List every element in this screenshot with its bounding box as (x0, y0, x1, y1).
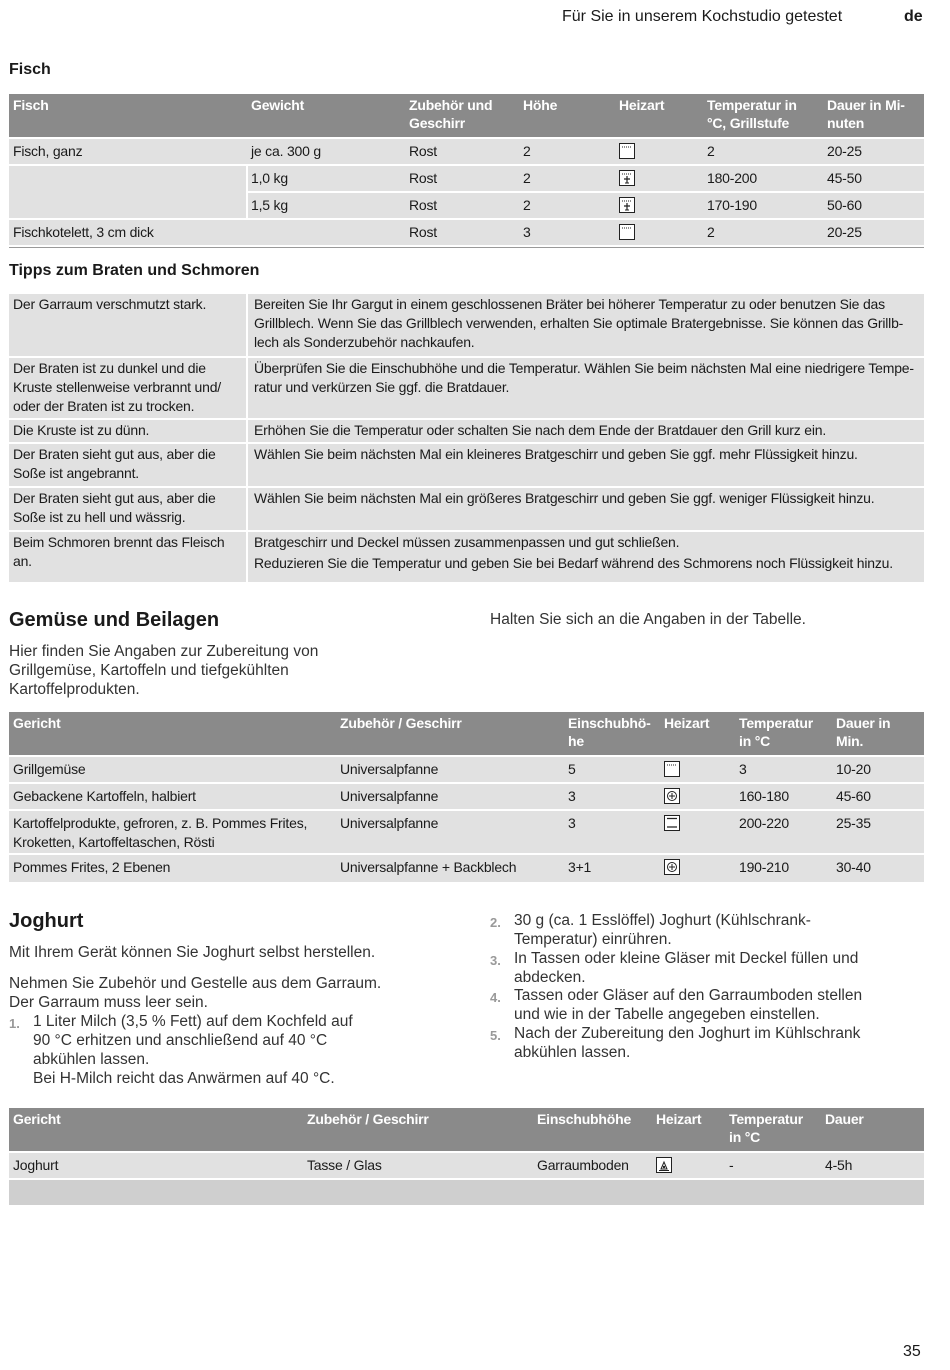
table-header-text: °C, Grillstufe (707, 115, 790, 131)
table-header-cell (340, 714, 462, 732)
grill-icon (619, 224, 635, 240)
table-header-text: Temperatur (729, 1111, 803, 1127)
list-item-line: Bei H-Milch reicht das Anwärmen auf 40 °C. (33, 1070, 335, 1087)
list-item-line: abdecken. (514, 969, 586, 986)
tip-solution-cell (248, 444, 924, 486)
table-header-cell (656, 1110, 701, 1128)
joghurt-paragraph (9, 974, 381, 1012)
table-header-cell (664, 714, 709, 732)
table-cell (13, 814, 307, 852)
table-cell: 2 (523, 170, 531, 186)
table-header-cell (739, 714, 813, 750)
list-item-line: und wie in der Tabelle angegeben einstellen. (514, 1006, 820, 1023)
tip-problem-line: Der Braten sieht gut aus, aber die (13, 490, 216, 506)
list-number: 1. (9, 1016, 20, 1031)
table-cell: je ca. 300 g (251, 143, 321, 159)
table-header-text: Einschubhö- (568, 715, 651, 731)
table-header-text: Heizart (664, 715, 710, 731)
hot-air-icon (664, 859, 680, 875)
section-heading-gemuese: Gemüse und Beilagen (9, 609, 220, 631)
table-cell: 3+1 (568, 859, 592, 875)
table-header-cell (13, 714, 61, 732)
table-header-text: nuten (827, 115, 865, 131)
table-header-text: Zubehör / Geschirr (307, 1111, 429, 1127)
tip-solution-cell (248, 294, 924, 356)
table-cell-span (9, 166, 246, 218)
gemuese-intro-line: Hier finden Sie Angaben zur Zubereitung von (9, 643, 319, 660)
tip-problem-line: Der Braten sieht gut aus, aber die (13, 446, 216, 462)
table-cell: 50-60 (827, 197, 862, 213)
fan-grill-icon (619, 170, 635, 186)
joghurt-table (9, 1108, 924, 1206)
table-cell (13, 858, 170, 877)
table-row (9, 784, 924, 809)
table-header-cell (537, 1110, 631, 1128)
table-row (9, 139, 924, 164)
table-cell-line: Pommes Frites, 2 Ebenen (13, 859, 171, 875)
table-header-cell (523, 96, 557, 114)
table-row (248, 193, 924, 218)
table-cell: 20-25 (827, 224, 862, 240)
gemuese-intro-line: Grillgemüse, Kartoffeln und tiefgekühlten (9, 662, 289, 679)
tip-problem-cell (9, 358, 246, 418)
table-cell: Garraumboden (537, 1157, 629, 1173)
table-cell: Tasse / Glas (307, 1157, 382, 1173)
table-cell: 2 (707, 224, 715, 240)
table-cell: Rost (409, 143, 437, 159)
tip-problem-line: Kruste stellenweise verbrannt und/ (13, 379, 221, 395)
top-bottom-heat-icon (664, 815, 680, 831)
list-item-line: In Tassen oder kleine Gläser mit Deckel füllen und (514, 950, 859, 967)
table-cell: 3 (739, 761, 747, 777)
table-cell: 2 (523, 143, 531, 159)
tip-solution-line: Überprüfen Sie die Einschubhöhe und die Temperatur. Wählen Sie beim nächsten Mal eine niedrigere Tempe- (254, 360, 914, 376)
tip-solution-line: Bereiten Sie Ihr Gargut in einem geschlossenen Bräter bei höherer Temperatur zu oder benutzen Sie das (254, 296, 885, 312)
gemuese-intro (9, 642, 429, 699)
table-row (9, 855, 924, 882)
table-cell: 3 (568, 788, 576, 804)
table-cell: 5 (568, 761, 576, 777)
table-header-text: Höhe (523, 97, 558, 113)
table-cell-line: Gebackene Kartoffeln, halbiert (13, 788, 196, 804)
tip-problem-cell (9, 488, 246, 530)
table-cell-line: Kartoffelprodukte, gefroren, z. B. Pommes Frites, (13, 815, 308, 831)
list-item-line: 90 °C erhitzen und anschließend auf 40 °C (33, 1032, 328, 1049)
table-row (9, 757, 924, 782)
tip-solution-line: Reduzieren Sie die Temperatur und geben Sie bei Bedarf während des Schmorens noch Flüssigkeit hinzu. (254, 555, 893, 571)
table-header-text: Dauer (825, 1111, 864, 1127)
table-cell: 2 (523, 197, 531, 213)
list-item-line: Tassen oder Gläser auf den Garraumboden stellen (514, 987, 863, 1004)
tip-problem-cell (9, 444, 246, 486)
tip-problem-cell (9, 532, 246, 582)
table-cell (13, 760, 86, 779)
joghurt-paragraph-line: Nehmen Sie Zubehör und Gestelle aus dem Garraum. (9, 975, 382, 992)
table-cell: Universalpfanne + Backblech (340, 859, 517, 875)
table-cell: - (729, 1157, 734, 1173)
table-cell: 3 (568, 815, 576, 831)
table-header-text: Temperatur (739, 715, 813, 731)
table-cell: 4-5h (825, 1157, 853, 1173)
list-item-line: 30 g (ca. 1 Esslöffel) Joghurt (Kühlschrank- (514, 912, 811, 929)
list-item-line: abkühlen lassen. (33, 1051, 150, 1068)
fisch-table (9, 94, 924, 248)
section-heading-joghurt: Joghurt (9, 910, 84, 932)
table-header-text: Min. (836, 733, 864, 749)
table-header-text: Temperatur in (707, 97, 797, 113)
tip-solution-line: Grillblech. Wenn Sie das Grillblech verwenden, erhalten Sie optimale Bratergebnisse. Sie können das Grillb- (254, 315, 904, 331)
tip-problem-line: Der Garraum verschmutzt stark. (13, 296, 207, 312)
table-cell: Universalpfanne (340, 815, 439, 831)
hot-air-icon (664, 788, 680, 804)
tip-problem-line: Soße ist zu hell und wässrig. (13, 509, 186, 525)
table-header-cell (707, 96, 797, 132)
list-item-line: abkühlen lassen. (514, 1044, 631, 1061)
table-bottom-rule (9, 247, 924, 248)
tip-solution-line: Bratgeschirr und Deckel müssen zusammenpassen und gut schließen. (254, 534, 680, 550)
table-cell: Rost (409, 197, 437, 213)
tip-solution-line: ratur und verkürzen Sie ggf. die Bratdauer. (254, 379, 510, 395)
list-number: 3. (490, 953, 501, 968)
table-cell: Rost (409, 170, 437, 186)
gemuese-note: Halten Sie sich an die Angaben in der Tabelle. (490, 611, 806, 628)
list-item-line: Temperatur) einrühren. (514, 931, 672, 948)
list-number: 2. (490, 915, 501, 930)
proofing-icon (656, 1157, 672, 1173)
fan-grill-icon (619, 197, 635, 213)
table-cell: 180-200 (707, 170, 757, 186)
table-header-row (9, 1108, 924, 1151)
section-heading-fisch: Fisch (9, 61, 51, 78)
tip-problem-line: an. (13, 553, 32, 569)
tip-solution-line: Erhöhen Sie die Temperatur oder schalten Sie nach dem Ende der Bratdauer den Grill kurz ein. (254, 422, 827, 438)
table-header-cell (409, 96, 492, 132)
table-cell: Fischkotelett, 3 cm dick (13, 224, 154, 240)
table-header-text: Gericht (13, 1111, 61, 1127)
table-empty-row (9, 1180, 924, 1205)
tip-solution-cell (248, 532, 924, 582)
table-cell: 200-220 (739, 815, 789, 831)
section-heading-tipps: Tipps zum Braten und Schmoren (9, 262, 260, 279)
tipps-table (9, 294, 924, 584)
tip-solution-line: lech als Sonderzubehör nachkaufen. (254, 334, 475, 350)
table-cell: 3 (523, 224, 531, 240)
table-header-row (9, 712, 924, 755)
table-header-text: Zubehör / Geschirr (340, 715, 462, 731)
table-cell-line: Grillgemüse (13, 761, 86, 777)
gemuese-intro-line: Kartoffelprodukten. (9, 681, 140, 698)
list-item-line: Nach der Zubereitung den Joghurt im Kühlschrank (514, 1025, 861, 1042)
table-header-text: Einschubhöhe (537, 1111, 632, 1127)
tip-problem-line: Der Braten ist zu dunkel und die (13, 360, 206, 376)
table-row (9, 1153, 924, 1178)
table-cell: 2 (707, 143, 715, 159)
tip-problem-line: Beim Schmoren brennt das Fleisch (13, 534, 225, 550)
table-cell: Universalpfanne (340, 761, 439, 777)
table-row (9, 220, 924, 245)
tip-problem-cell (9, 420, 246, 442)
tip-solution-cell (248, 420, 924, 442)
table-cell: 45-60 (836, 788, 871, 804)
table-cell: 190-210 (739, 859, 789, 875)
table-header-text: Gericht (13, 715, 61, 731)
table-header-cell (13, 96, 49, 114)
tip-solution-line: Wählen Sie beim nächsten Mal ein größeres Bratgeschirr und geben Sie ggf. weniger Flüssigkeit hinzu. (254, 490, 875, 506)
list-number: 4. (490, 990, 501, 1005)
table-header-text: Heizart (619, 97, 665, 113)
tip-problem-line: Soße ist angebrannt. (13, 465, 139, 481)
table-header-text: Dauer in Mi- (827, 97, 905, 113)
table-header-cell (568, 714, 651, 750)
table-header-cell (619, 96, 664, 114)
tip-solution-line: Wählen Sie beim nächsten Mal ein kleineres Bratgeschirr und geben Sie ggf. mehr Flüssigkeit hinzu. (254, 446, 858, 462)
table-cell: 1,0 kg (251, 170, 288, 186)
table-header-text: he (568, 733, 584, 749)
table-cell: Rost (409, 224, 437, 240)
table-cell: 10-20 (836, 761, 871, 777)
table-header-row (9, 94, 924, 137)
table-header-cell (13, 1110, 61, 1128)
grill-icon (619, 143, 635, 159)
table-header-cell (307, 1110, 429, 1128)
tip-problem-line: Die Kruste ist zu dünn. (13, 422, 150, 438)
page-number: 35 (903, 1343, 921, 1360)
table-cell: Joghurt (13, 1157, 59, 1173)
table-cell: 30-40 (836, 859, 871, 875)
tip-solution-cell (248, 488, 924, 530)
tip-problem-line: oder der Braten ist zu trocken. (13, 398, 195, 414)
table-header-text: in °C (739, 733, 771, 749)
table-header-cell (836, 714, 890, 750)
table-header-text: Gewicht (251, 97, 305, 113)
table-header-cell (825, 1110, 864, 1128)
table-header-text: Heizart (656, 1111, 702, 1127)
list-item-line: 1 Liter Milch (3,5 % Fett) auf dem Kochfeld auf (33, 1013, 353, 1030)
gemuese-table (9, 712, 924, 884)
table-cell: 170-190 (707, 197, 757, 213)
table-cell: 1,5 kg (251, 197, 288, 213)
table-header-text: Geschirr (409, 115, 465, 131)
table-cell-line: Kroketten, Kartoffeltaschen, Rösti (13, 834, 215, 850)
table-cell: Universalpfanne (340, 788, 439, 804)
language-code: de (904, 8, 923, 25)
table-cell: 25-35 (836, 815, 871, 831)
table-header-cell (827, 96, 905, 132)
table-header-cell (251, 96, 304, 114)
table-cell: 160-180 (739, 788, 789, 804)
table-header-text: in °C (729, 1129, 761, 1145)
table-cell (13, 787, 196, 806)
grill-icon (664, 761, 680, 777)
table-header-text: Zubehör und (409, 97, 493, 113)
table-header-text: Fisch (13, 97, 49, 113)
list-number: 5. (490, 1028, 501, 1043)
table-cell: Fisch, ganz (13, 143, 83, 159)
table-row (248, 166, 924, 191)
joghurt-paragraph-line: Der Garraum muss leer sein. (9, 994, 208, 1011)
joghurt-intro: Mit Ihrem Gerät können Sie Joghurt selbst herstellen. (9, 944, 376, 961)
table-cell: 20-25 (827, 143, 862, 159)
tip-problem-cell (9, 294, 246, 356)
table-cell: 45-50 (827, 170, 862, 186)
page-header-title: Für Sie in unserem Kochstudio getestet (562, 8, 843, 25)
table-row (9, 811, 924, 853)
table-header-cell (729, 1110, 803, 1146)
table-header-text: Dauer in (836, 715, 891, 731)
tip-solution-cell (248, 358, 924, 418)
